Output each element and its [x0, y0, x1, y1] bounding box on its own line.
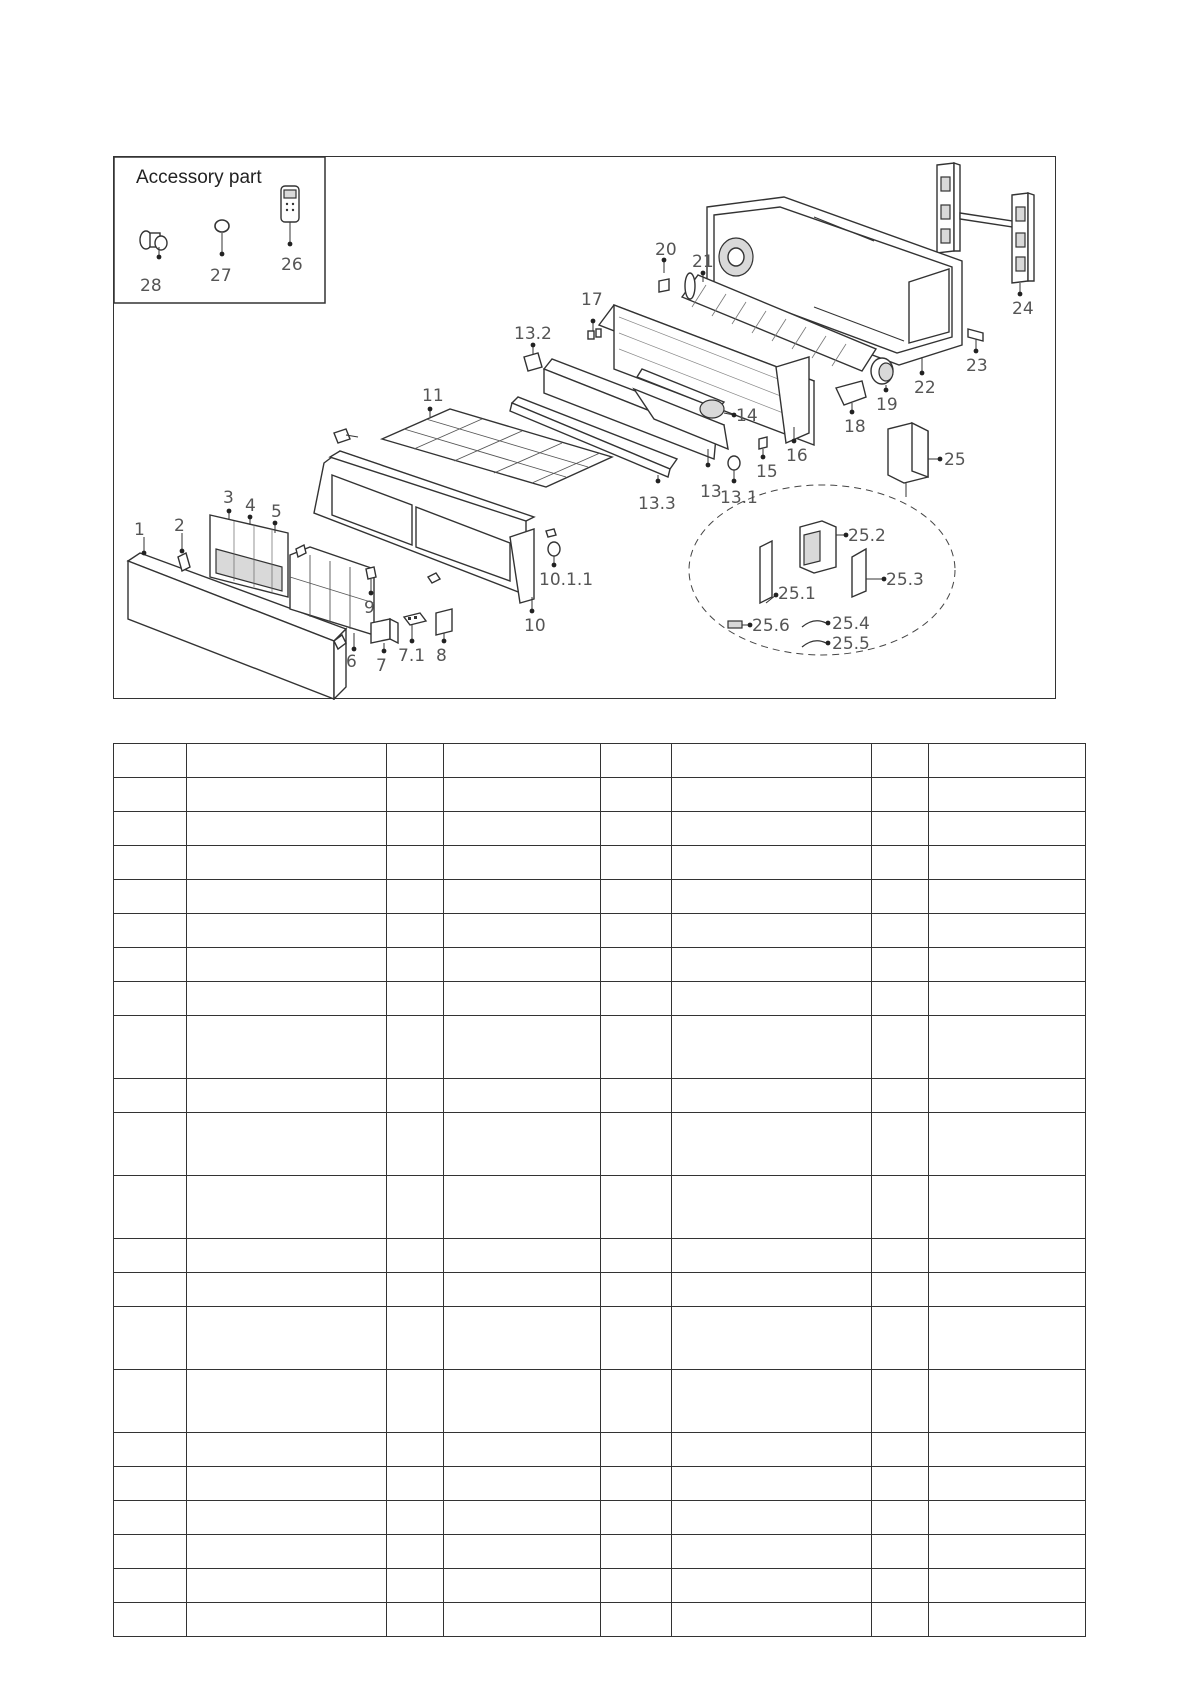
parts-list-table [113, 743, 1086, 1637]
table-cell [929, 1467, 1086, 1501]
table-cell [187, 1113, 387, 1176]
table-cell [187, 1176, 387, 1239]
table-cell [187, 1433, 387, 1467]
table-cell [601, 1569, 672, 1603]
table-cell [114, 1273, 187, 1307]
callout-15: 15 [756, 462, 778, 482]
electric-control-box-part [888, 423, 942, 497]
callout-1: 1 [134, 520, 145, 540]
table-cell [114, 1433, 187, 1467]
table-cell [872, 1501, 929, 1535]
callout-23: 23 [966, 356, 988, 376]
table-cell [872, 1176, 929, 1239]
table-cell [187, 1501, 387, 1535]
table-cell [444, 1239, 601, 1273]
table-cell [187, 880, 387, 914]
table-cell [387, 1569, 444, 1603]
table-cell [601, 1467, 672, 1501]
table-cell [444, 744, 601, 778]
table-cell [601, 744, 672, 778]
table-cell [387, 1370, 444, 1433]
table-cell [444, 880, 601, 914]
box-bracket-part [760, 541, 778, 603]
accessory-part-box [114, 157, 325, 303]
table-row [114, 1079, 1086, 1113]
table-cell [187, 1307, 387, 1370]
table-cell [114, 1176, 187, 1239]
table-cell [187, 1370, 387, 1433]
table-cell [672, 982, 872, 1016]
table-cell [672, 1467, 872, 1501]
table-cell [387, 1307, 444, 1370]
table-row [114, 778, 1086, 812]
table-row [114, 812, 1086, 846]
table-row [114, 1603, 1086, 1637]
table-cell [601, 1370, 672, 1433]
table-cell [672, 1176, 872, 1239]
table-cell [387, 982, 444, 1016]
table-cell [187, 1467, 387, 1501]
table-cell [187, 1569, 387, 1603]
table-cell [601, 914, 672, 948]
table-cell [601, 982, 672, 1016]
table-cell [672, 1370, 872, 1433]
table-cell [387, 778, 444, 812]
callout-14: 14 [736, 406, 758, 426]
table-cell [872, 1370, 929, 1433]
terminal-block-part [728, 621, 752, 628]
callout-28: 28 [140, 276, 162, 296]
callout-25-2: 25.2 [848, 526, 886, 546]
table-row [114, 1016, 1086, 1079]
table-cell [929, 1535, 1086, 1569]
fan-motor-part [871, 358, 893, 392]
table-cell [114, 1239, 187, 1273]
table-cell [872, 1603, 929, 1637]
table-cell [672, 1603, 872, 1637]
callout-6: 6 [346, 652, 357, 672]
table-row [114, 1370, 1086, 1433]
table-cell [601, 1176, 672, 1239]
table-cell [929, 1307, 1086, 1370]
callout-13-1: 13.1 [720, 488, 758, 508]
table-cell [114, 812, 187, 846]
table-cell [872, 1433, 929, 1467]
sensor-wire-part [802, 621, 830, 647]
table-cell [872, 1569, 929, 1603]
table-cell [601, 1273, 672, 1307]
callout-26: 26 [281, 255, 303, 275]
table-cell [601, 1113, 672, 1176]
table-cell [929, 1370, 1086, 1433]
table-cell [387, 1603, 444, 1637]
table-row [114, 1467, 1086, 1501]
table-row [114, 948, 1086, 982]
callout-2: 2 [174, 516, 185, 536]
motor-clamp-part [836, 381, 866, 414]
swing-link-part [759, 437, 767, 459]
table-cell [187, 1535, 387, 1569]
table-cell [187, 846, 387, 880]
callout-13-3: 13.3 [638, 494, 676, 514]
table-cell [114, 1307, 187, 1370]
table-cell [672, 948, 872, 982]
crank-part [728, 456, 740, 483]
table-row [114, 1176, 1086, 1239]
table-row [114, 1433, 1086, 1467]
table-cell [929, 1501, 1086, 1535]
table-cell [187, 1079, 387, 1113]
table-cell [114, 1603, 187, 1637]
callout-10: 10 [524, 616, 546, 636]
pcb-part [404, 613, 426, 643]
table-cell [387, 1433, 444, 1467]
table-cell [444, 846, 601, 880]
table-cell [929, 778, 1086, 812]
panel-hinge-part [178, 533, 190, 571]
callout-17: 17 [581, 290, 603, 310]
table-row [114, 914, 1086, 948]
table-cell [872, 948, 929, 982]
exploded-parts-diagram [113, 156, 1056, 699]
callout-10-1-1: 10.1.1 [539, 570, 594, 590]
table-cell [114, 1501, 187, 1535]
table-cell [187, 1239, 387, 1273]
table-cell [114, 1113, 187, 1176]
table-cell [444, 1079, 601, 1113]
table-cell [114, 778, 187, 812]
table-cell [387, 880, 444, 914]
table-cell [187, 744, 387, 778]
table-cell [672, 1113, 872, 1176]
table-cell [387, 846, 444, 880]
table-row [114, 982, 1086, 1016]
callout-20: 20 [655, 240, 677, 260]
table-cell [387, 744, 444, 778]
sensor-holder-part [524, 343, 542, 371]
screw-part [334, 429, 358, 443]
table-cell [601, 948, 672, 982]
table-cell [387, 1273, 444, 1307]
table-cell [444, 778, 601, 812]
table-cell [672, 1273, 872, 1307]
callout-25-4: 25.4 [832, 614, 870, 634]
callout-27: 27 [210, 266, 232, 286]
table-cell [114, 1079, 187, 1113]
table-row [114, 1273, 1086, 1307]
table-cell [672, 1239, 872, 1273]
table-cell [601, 846, 672, 880]
table-cell [929, 1273, 1086, 1307]
table-cell [672, 744, 872, 778]
table-cell [872, 744, 929, 778]
table-cell [444, 812, 601, 846]
table-cell [672, 1501, 872, 1535]
table-cell [444, 1569, 601, 1603]
table-cell [387, 914, 444, 948]
table-cell [672, 880, 872, 914]
callout-18: 18 [844, 417, 866, 437]
table-row [114, 846, 1086, 880]
callout-25-3: 25.3 [886, 570, 924, 590]
table-cell [872, 778, 929, 812]
table-cell [601, 1239, 672, 1273]
table-cell [114, 948, 187, 982]
table-cell [187, 1016, 387, 1079]
callout-9: 9 [364, 598, 375, 618]
table-cell [872, 1016, 929, 1079]
table-cell [601, 1501, 672, 1535]
table-cell [387, 1467, 444, 1501]
table-cell [601, 1433, 672, 1467]
table-cell [114, 1370, 187, 1433]
callout-11: 11 [422, 386, 444, 406]
table-cell [387, 1501, 444, 1535]
callout-7-1: 7.1 [398, 646, 426, 666]
table-cell [929, 982, 1086, 1016]
table-cell [387, 1176, 444, 1239]
table-row [114, 1501, 1086, 1535]
table-cell [444, 1603, 601, 1637]
table-cell [444, 914, 601, 948]
electric-box-part [371, 619, 398, 653]
table-cell [444, 1176, 601, 1239]
table-cell [387, 1016, 444, 1079]
table-cell [444, 1370, 601, 1433]
callout-13: 13 [700, 482, 722, 502]
display-board-part [428, 573, 452, 643]
table-cell [187, 982, 387, 1016]
table-cell [444, 1273, 601, 1307]
table-cell [929, 1239, 1086, 1273]
table-row [114, 1569, 1086, 1603]
table-cell [114, 1016, 187, 1079]
table-cell [872, 1079, 929, 1113]
table-cell [444, 982, 601, 1016]
table-cell [929, 914, 1086, 948]
table-cell [444, 1467, 601, 1501]
table-cell [872, 1535, 929, 1569]
table-cell [444, 1307, 601, 1370]
table-cell [444, 1535, 601, 1569]
table-row [114, 1307, 1086, 1370]
table-cell [872, 880, 929, 914]
table-cell [929, 846, 1086, 880]
table-cell [187, 914, 387, 948]
table-cell [601, 1603, 672, 1637]
table-cell [929, 1569, 1086, 1603]
table-row [114, 880, 1086, 914]
table-cell [601, 778, 672, 812]
table-cell [444, 1113, 601, 1176]
table-cell [672, 1307, 872, 1370]
table-cell [872, 914, 929, 948]
table-cell [872, 812, 929, 846]
table-cell [114, 1467, 187, 1501]
table-cell [929, 880, 1086, 914]
table-cell [114, 914, 187, 948]
table-cell [872, 1113, 929, 1176]
callout-21: 21 [692, 252, 714, 272]
table-cell [187, 812, 387, 846]
table-cell [672, 812, 872, 846]
table-cell [444, 1016, 601, 1079]
table-cell [387, 1239, 444, 1273]
table-cell [387, 948, 444, 982]
display-clip-part [546, 529, 560, 567]
callout-7: 7 [376, 656, 387, 676]
table-cell [114, 982, 187, 1016]
table-cell [672, 1079, 872, 1113]
table-cell [387, 1113, 444, 1176]
callout-5: 5 [271, 502, 282, 522]
callout-24: 24 [1012, 299, 1034, 319]
table-cell [929, 1176, 1086, 1239]
table-cell [672, 846, 872, 880]
table-cell [929, 744, 1086, 778]
table-cell [387, 1535, 444, 1569]
table-cell [672, 1569, 872, 1603]
table-cell [114, 744, 187, 778]
callout-25-5: 25.5 [832, 634, 870, 654]
box-cover-part [852, 549, 886, 597]
table-cell [114, 1535, 187, 1569]
callout-13-2: 13.2 [514, 324, 552, 344]
table-cell [444, 948, 601, 982]
table-cell [929, 1603, 1086, 1637]
callout-16: 16 [786, 446, 808, 466]
callout-3: 3 [223, 488, 234, 508]
table-cell [387, 812, 444, 846]
callout-25: 25 [944, 450, 966, 470]
callout-22: 22 [914, 378, 936, 398]
table-cell [601, 1535, 672, 1569]
table-cell [114, 880, 187, 914]
table-cell [187, 778, 387, 812]
table-cell [114, 846, 187, 880]
table-cell [872, 1273, 929, 1307]
callout-4: 4 [245, 496, 256, 516]
table-cell [444, 1433, 601, 1467]
table-cell [187, 1603, 387, 1637]
pipe-sensor-part [588, 319, 601, 339]
table-cell [872, 1307, 929, 1370]
callout-8: 8 [436, 646, 447, 666]
callout-25-6: 25.6 [752, 616, 790, 636]
table-cell [872, 982, 929, 1016]
table-cell [601, 880, 672, 914]
table-cell [601, 812, 672, 846]
table-row [114, 1113, 1086, 1176]
table-cell [672, 1433, 872, 1467]
display-cover-part [968, 329, 983, 353]
table-cell [929, 1079, 1086, 1113]
accessory-part-title: Accessory part [136, 167, 262, 188]
table-cell [872, 846, 929, 880]
table-cell [672, 1016, 872, 1079]
main-pcb-box-part [800, 521, 848, 573]
callout-25-1: 25.1 [778, 584, 816, 604]
table-cell [187, 948, 387, 982]
table-cell [601, 1016, 672, 1079]
table-row [114, 1535, 1086, 1569]
table-cell [929, 812, 1086, 846]
bearing-part [659, 258, 669, 292]
table-cell [672, 778, 872, 812]
table-cell [114, 1569, 187, 1603]
table-cell [929, 1016, 1086, 1079]
air-filter-part [382, 407, 612, 487]
table-cell [444, 1501, 601, 1535]
callout-19: 19 [876, 395, 898, 415]
table-cell [387, 1079, 444, 1113]
table-cell [929, 948, 1086, 982]
table-cell [872, 1239, 929, 1273]
table-cell [187, 1273, 387, 1307]
table-cell [872, 1467, 929, 1501]
table-cell [672, 914, 872, 948]
table-row [114, 744, 1086, 778]
table-cell [672, 1535, 872, 1569]
table-cell [929, 1113, 1086, 1176]
table-row [114, 1239, 1086, 1273]
table-cell [601, 1079, 672, 1113]
table-cell [929, 1433, 1086, 1467]
table-cell [601, 1307, 672, 1370]
